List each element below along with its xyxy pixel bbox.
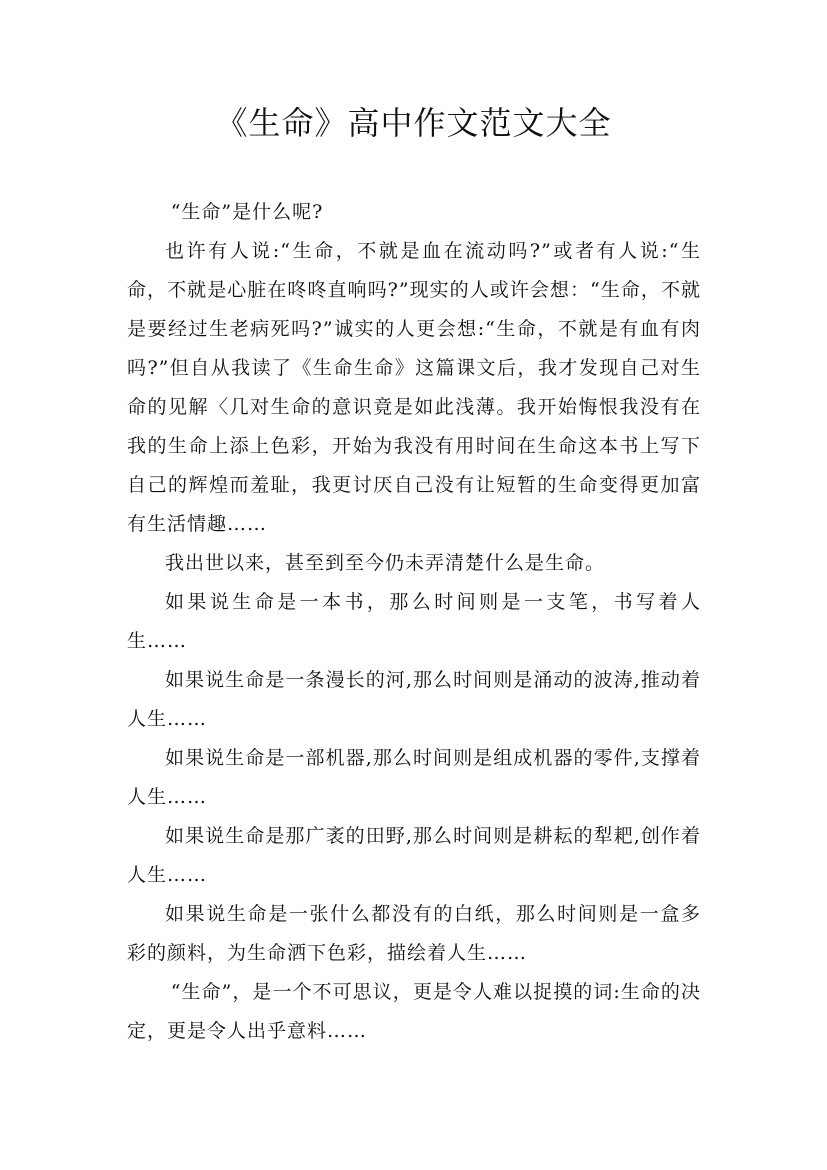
document-body	[127, 193, 701, 1051]
paragraph-4: 如果说生命是一本书，那么时间则是一支笔，书写着人生……	[127, 591, 701, 652]
paragraph-7: 如果说生命是那广袤的田野,那么时间则是耕耘的犁耙,创作着人生……	[127, 825, 701, 886]
paragraph-8: 如果说生命是一张什么都没有的白纸，那么时间则是一盒多彩的颜料，为生命洒下色彩，描绘着人生……	[127, 903, 701, 964]
paragraph-9: “生命”，是一个不可思议，更是令人难以捉摸的词:生命的决定，更是令人出乎意料……	[127, 981, 701, 1042]
paragraph-5: 如果说生命是一条漫长的河,那么时间则是涌动的波涛,推动着人生……	[127, 669, 701, 730]
paragraph-6: 如果说生命是一部机器,那么时间则是组成机器的零件,支撑着人生……	[127, 747, 701, 808]
paragraph-2: 也许有人说:“生命，不就是血在流动吗?”或者有人说:“生命，不就是心脏在咚咚直响吗?”现实的人或许会想：“生命，不就是要经过生老病死吗?”诚实的人更会想:“生命，不就是有血有肉吗?”但自从我读了《生命生命》这篇课文后，我才发现自己对生命的见解〈几对生命的意识竟是如此浅薄。我开始悔恨我没有在我的生命上添上色彩，开始为我没有用时间在生命这本书上写下自己的辉煌而羞耻，我更讨厌自己没有让短暂的生命变得更加富有生活情趣……	[127, 240, 701, 535]
document-title: 《生命》高中作文范文大全	[215, 104, 612, 142]
paragraph-1: “生命”是什么呢?	[170, 201, 324, 223]
paragraph-3: 我出世以来，甚至到至今仍未弄清楚什么是生命。	[165, 552, 606, 574]
